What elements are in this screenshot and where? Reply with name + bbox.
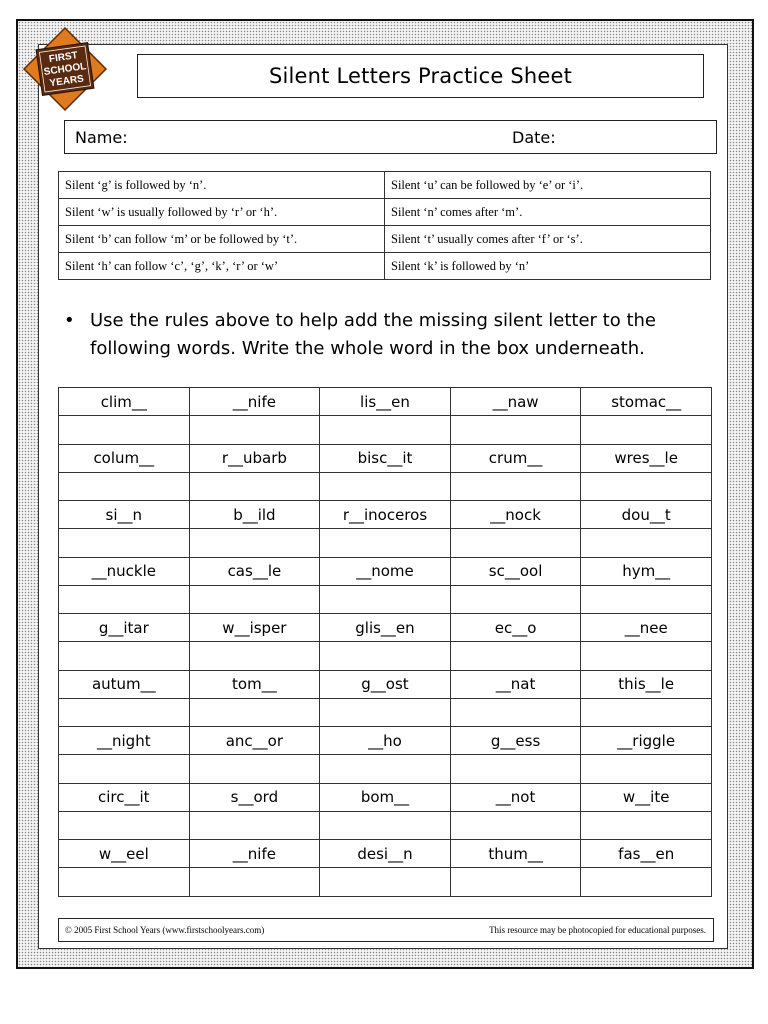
word-cell: sc__ool [450, 557, 581, 585]
answer-box[interactable] [320, 416, 451, 445]
rule-cell: Silent ‘h’ can follow ‘c’, ‘g’, ‘k’, ‘r’ or ‘w’ [59, 253, 385, 280]
answer-box[interactable] [189, 585, 320, 614]
answer-box[interactable] [189, 698, 320, 727]
word-cell: desi__n [320, 840, 451, 868]
rule-cell: Silent ‘b’ can follow ‘m’ or be followed by ‘t’. [59, 226, 385, 253]
answer-box[interactable] [320, 811, 451, 840]
word-row [59, 614, 712, 642]
answer-box[interactable] [320, 698, 451, 727]
answer-box[interactable] [450, 868, 581, 897]
words-table [58, 387, 712, 897]
answer-box[interactable] [581, 868, 712, 897]
word-row [59, 670, 712, 698]
word-cell: w__eel [59, 840, 190, 868]
rules-row [59, 172, 711, 199]
answer-box[interactable] [581, 811, 712, 840]
word-row [59, 727, 712, 755]
page-title: Silent Letters Practice Sheet [268, 64, 573, 88]
word-cell: ec__o [450, 614, 581, 642]
word-cell: thum__ [450, 840, 581, 868]
word-cell: hym__ [581, 557, 712, 585]
rule-cell: Silent ‘u’ can be followed by ‘e’ or ‘i’. [385, 172, 711, 199]
answer-box[interactable] [450, 585, 581, 614]
answer-box[interactable] [59, 529, 190, 558]
word-cell: __riggle [581, 727, 712, 755]
word-cell: autum__ [59, 670, 190, 698]
word-cell: bisc__it [320, 444, 451, 472]
answer-box[interactable] [450, 755, 581, 784]
answer-box[interactable] [59, 416, 190, 445]
answer-row [59, 642, 712, 671]
word-cell: this__le [581, 670, 712, 698]
footer-notice: This resource may be photocopied for educational purposes. [489, 925, 706, 935]
answer-box[interactable] [189, 472, 320, 501]
word-cell: __not [450, 783, 581, 811]
name-date-box [64, 120, 717, 154]
answer-row [59, 416, 712, 445]
rule-cell: Silent ‘t’ usually comes after ‘f’ or ‘s’. [385, 226, 711, 253]
answer-row [59, 529, 712, 558]
word-cell: colum__ [59, 444, 190, 472]
word-cell: lis__en [320, 388, 451, 416]
first-school-years-logo [22, 26, 108, 112]
word-cell: wres__le [581, 444, 712, 472]
instruction-bullet: • [64, 310, 75, 331]
answer-box[interactable] [320, 642, 451, 671]
answer-box[interactable] [59, 811, 190, 840]
word-cell: s__ord [189, 783, 320, 811]
word-row [59, 444, 712, 472]
word-cell: __nife [189, 840, 320, 868]
answer-row [59, 755, 712, 784]
word-cell: cas__le [189, 557, 320, 585]
word-cell: anc__or [189, 727, 320, 755]
answer-box[interactable] [59, 642, 190, 671]
word-cell: w__ite [581, 783, 712, 811]
rules-table [58, 171, 711, 280]
instruction [64, 307, 714, 363]
answer-row [59, 868, 712, 897]
answer-box[interactable] [189, 416, 320, 445]
word-cell: __nat [450, 670, 581, 698]
word-cell: __ho [320, 727, 451, 755]
answer-box[interactable] [450, 472, 581, 501]
word-cell: stomac__ [581, 388, 712, 416]
rule-cell: Silent ‘k’ is followed by ‘n’ [385, 253, 711, 280]
word-cell: circ__it [59, 783, 190, 811]
rule-cell: Silent ‘n’ comes after ‘m’. [385, 199, 711, 226]
word-row [59, 840, 712, 868]
title-box [137, 54, 704, 98]
word-cell: glis__en [320, 614, 451, 642]
word-cell: r__inoceros [320, 501, 451, 529]
answer-box[interactable] [189, 755, 320, 784]
word-cell: b__ild [189, 501, 320, 529]
instruction-text: Use the rules above to help add the missing silent letter to the following words. Write the whole word in the box underneath. [90, 310, 657, 359]
answer-box[interactable] [59, 868, 190, 897]
answer-box[interactable] [59, 698, 190, 727]
word-row [59, 501, 712, 529]
word-cell: tom__ [189, 670, 320, 698]
answer-box[interactable] [581, 755, 712, 784]
word-cell: g__ess [450, 727, 581, 755]
answer-box[interactable] [581, 642, 712, 671]
footer-copyright: © 2005 First School Years (www.firstschoolyears.com) [65, 925, 265, 935]
answer-box[interactable] [581, 698, 712, 727]
word-cell: bom__ [320, 783, 451, 811]
word-cell: g__ost [320, 670, 451, 698]
answer-row [59, 585, 712, 614]
answer-box[interactable] [59, 472, 190, 501]
word-cell: __naw [450, 388, 581, 416]
answer-box[interactable] [581, 585, 712, 614]
rules-row [59, 226, 711, 253]
word-cell: __nuckle [59, 557, 190, 585]
rules-row [59, 199, 711, 226]
answer-box[interactable] [320, 472, 451, 501]
rule-cell: Silent ‘g’ is followed by ‘n’. [59, 172, 385, 199]
answer-row [59, 698, 712, 727]
word-cell: w__isper [189, 614, 320, 642]
answer-box[interactable] [450, 529, 581, 558]
word-cell: __nife [189, 388, 320, 416]
word-cell: __night [59, 727, 190, 755]
answer-box[interactable] [320, 868, 451, 897]
answer-box[interactable] [581, 529, 712, 558]
answer-box[interactable] [450, 811, 581, 840]
word-row [59, 783, 712, 811]
answer-box[interactable] [320, 755, 451, 784]
word-cell: __nock [450, 501, 581, 529]
word-cell: __nome [320, 557, 451, 585]
answer-box[interactable] [59, 755, 190, 784]
word-cell: __nee [581, 614, 712, 642]
answer-row [59, 472, 712, 501]
logo-line-2: SCHOOL [43, 61, 88, 78]
answer-box[interactable] [450, 642, 581, 671]
logo-line-1: FIRST [48, 50, 79, 66]
answer-box[interactable] [320, 585, 451, 614]
answer-box[interactable] [320, 529, 451, 558]
word-cell: si__n [59, 501, 190, 529]
rules-row [59, 253, 711, 280]
answer-box[interactable] [581, 416, 712, 445]
word-cell: clim__ [59, 388, 190, 416]
word-row [59, 557, 712, 585]
name-label: Name: [75, 128, 128, 147]
word-cell: r__ubarb [189, 444, 320, 472]
word-cell: g__itar [59, 614, 190, 642]
logo-line-3: YEARS [48, 73, 85, 90]
answer-box[interactable] [450, 416, 581, 445]
answer-box[interactable] [189, 642, 320, 671]
answer-box[interactable] [450, 698, 581, 727]
answer-box[interactable] [59, 585, 190, 614]
word-row [59, 388, 712, 416]
rule-cell: Silent ‘w’ is usually followed by ‘r’ or ‘h’. [59, 199, 385, 226]
date-label: Date: [512, 128, 556, 147]
answer-row [59, 811, 712, 840]
footer [58, 918, 714, 942]
word-cell: crum__ [450, 444, 581, 472]
word-cell: dou__t [581, 501, 712, 529]
word-cell: fas__en [581, 840, 712, 868]
answer-box[interactable] [189, 529, 320, 558]
answer-box[interactable] [581, 472, 712, 501]
answer-box[interactable] [189, 811, 320, 840]
answer-box[interactable] [189, 868, 320, 897]
